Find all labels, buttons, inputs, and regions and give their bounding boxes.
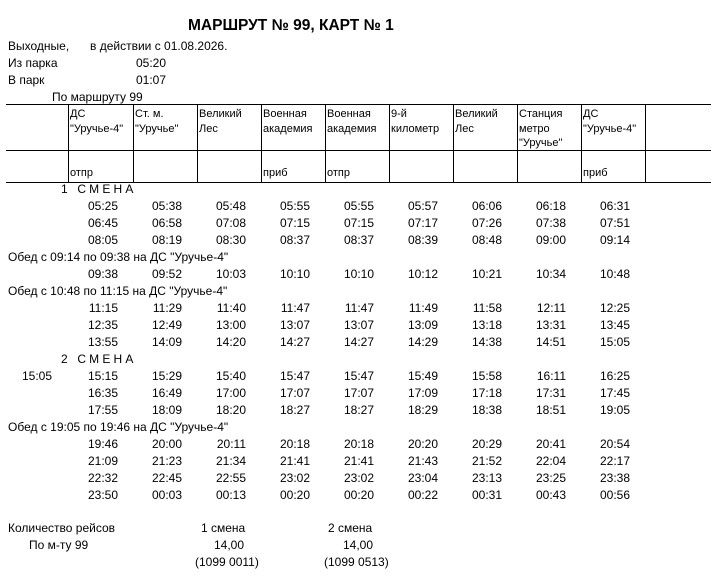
- time-cell: 15:29: [151, 369, 182, 383]
- summary-row-label: По м-ту 99: [29, 538, 89, 552]
- days-label: Выходные,: [8, 39, 70, 53]
- time-cell: 14:09: [151, 335, 182, 349]
- time-cell: 05:38: [151, 199, 182, 213]
- depart-park-label: Из парка: [8, 56, 58, 70]
- time-cell: 14:27: [279, 335, 310, 349]
- stop-name: Военная академия: [327, 108, 377, 135]
- time-cell: 14:20: [215, 335, 246, 349]
- time-cell: 17:55: [87, 403, 118, 417]
- time-cell: 07:17: [407, 216, 438, 230]
- time-cell: 11:29: [152, 301, 182, 315]
- time-cell: 17:07: [279, 386, 310, 400]
- time-cell: 20:18: [279, 437, 310, 451]
- stop-sub: приб: [583, 167, 608, 179]
- time-cell: 09:52: [151, 267, 182, 281]
- time-cell: 16:49: [151, 386, 182, 400]
- time-cell: 14:29: [407, 335, 438, 349]
- time-cell: 20:00: [151, 437, 182, 451]
- shift-2-start: 15:05: [22, 369, 53, 383]
- stop-name: Станция метро "Уручье": [519, 108, 563, 149]
- time-cell: 19:05: [599, 403, 630, 417]
- time-cell: 08:48: [471, 233, 502, 247]
- time-cell: 18:09: [151, 403, 182, 417]
- time-cell: 08:19: [151, 233, 182, 247]
- time-cell: 11:47: [280, 301, 310, 315]
- time-cell: 08:30: [215, 233, 246, 247]
- time-cell: 21:23: [151, 454, 182, 468]
- time-cell: 11:58: [472, 301, 502, 315]
- lunch-note: Обед с 19:05 по 19:46 на ДС "Уручье-4": [8, 420, 229, 434]
- stop-name: ДС "Уручье-4": [583, 108, 637, 135]
- col-divider: [453, 105, 454, 182]
- time-cell: 17:09: [407, 386, 438, 400]
- time-cell: 11:15: [88, 301, 118, 315]
- depart-park-time: 05:20: [136, 56, 167, 70]
- time-cell: 11:49: [408, 301, 438, 315]
- time-cell: 15:15: [87, 369, 118, 383]
- time-cell: 18:27: [279, 403, 310, 417]
- time-cell: 13:18: [471, 318, 502, 332]
- time-cell: 10:12: [407, 267, 438, 281]
- time-cell: 07:38: [535, 216, 566, 230]
- time-cell: 17:07: [343, 386, 374, 400]
- stops-header-table: [6, 104, 711, 183]
- time-cell: 22:04: [535, 454, 566, 468]
- col-divider: [261, 105, 262, 182]
- time-cell: 15:47: [343, 369, 374, 383]
- stop-name: Великий Лес: [199, 108, 242, 135]
- time-cell: 12:11: [536, 301, 566, 315]
- time-cell: 07:26: [471, 216, 502, 230]
- col-divider: [133, 105, 134, 182]
- stop-sub: отпр: [70, 167, 93, 179]
- time-cell: 15:40: [215, 369, 246, 383]
- time-cell: 21:09: [87, 454, 118, 468]
- time-cell: 00:31: [471, 488, 502, 502]
- time-cell: 13:07: [279, 318, 310, 332]
- time-cell: 18:27: [343, 403, 374, 417]
- time-cell: 18:51: [535, 403, 566, 417]
- time-cell: 00:20: [343, 488, 374, 502]
- time-cell: 09:14: [599, 233, 630, 247]
- time-cell: 15:47: [279, 369, 310, 383]
- time-cell: 21:34: [215, 454, 246, 468]
- time-cell: 10:48: [599, 267, 630, 281]
- time-cell: 11:40: [216, 301, 246, 315]
- time-cell: 07:15: [279, 216, 310, 230]
- time-cell: 10:34: [535, 267, 566, 281]
- time-cell: 05:55: [343, 199, 374, 213]
- time-cell: 11:47: [344, 301, 374, 315]
- time-cell: 05:48: [215, 199, 246, 213]
- time-cell: 20:20: [407, 437, 438, 451]
- time-cell: 06:06: [471, 199, 502, 213]
- time-cell: 17:31: [535, 386, 566, 400]
- time-cell: 00:20: [279, 488, 310, 502]
- col-divider: [581, 105, 582, 182]
- time-cell: 00:22: [407, 488, 438, 502]
- time-cell: 15:58: [471, 369, 502, 383]
- time-cell: 13:45: [599, 318, 630, 332]
- time-cell: 16:25: [599, 369, 630, 383]
- time-cell: 22:55: [215, 471, 246, 485]
- summary-label: Количество рейсов: [8, 521, 116, 535]
- time-cell: 10:21: [471, 267, 502, 281]
- col-divider: [197, 105, 198, 182]
- page-title: МАРШРУТ № 99, КАРТ № 1: [188, 17, 394, 34]
- time-cell: 21:41: [343, 454, 374, 468]
- stop-sub: приб: [263, 167, 288, 179]
- time-cell: 07:15: [343, 216, 374, 230]
- time-cell: 05:55: [279, 199, 310, 213]
- stop-sub: отпр: [327, 167, 350, 179]
- time-cell: 20:11: [216, 437, 246, 451]
- time-cell: 13:55: [87, 335, 118, 349]
- time-cell: 17:00: [215, 386, 246, 400]
- time-cell: 00:03: [151, 488, 182, 502]
- time-cell: 21:52: [471, 454, 502, 468]
- summary-shift2-code: (1099 0513): [324, 555, 389, 569]
- time-cell: 15:05: [599, 335, 630, 349]
- stop-name: ДС "Уручье-4": [70, 108, 124, 135]
- time-cell: 12:49: [151, 318, 182, 332]
- time-cell: 08:37: [343, 233, 374, 247]
- time-cell: 20:29: [471, 437, 502, 451]
- time-cell: 22:17: [599, 454, 630, 468]
- summary-shift1-count: 14,00: [214, 538, 245, 552]
- col-divider: [68, 105, 69, 182]
- time-cell: 10:10: [343, 267, 374, 281]
- time-cell: 18:29: [407, 403, 438, 417]
- time-cell: 20:18: [343, 437, 374, 451]
- time-cell: 06:18: [535, 199, 566, 213]
- time-cell: 14:38: [471, 335, 502, 349]
- shift-1-label: 1 СМЕНА: [61, 182, 137, 196]
- summary-shift1-header: 1 смена: [201, 521, 246, 535]
- col-divider: [645, 105, 646, 182]
- time-cell: 18:38: [471, 403, 502, 417]
- time-cell: 07:08: [215, 216, 246, 230]
- time-cell: 00:56: [599, 488, 630, 502]
- time-cell: 23:02: [343, 471, 374, 485]
- stop-name: 9-й километр: [391, 108, 440, 135]
- time-cell: 13:00: [215, 318, 246, 332]
- time-cell: 10:10: [279, 267, 310, 281]
- time-cell: 23:38: [599, 471, 630, 485]
- return-park-time: 01:07: [136, 73, 167, 87]
- lunch-note: Обед с 10:48 по 11:15 на ДС "Уручье-4": [8, 284, 228, 298]
- time-cell: 20:41: [535, 437, 566, 451]
- time-cell: 15:49: [407, 369, 438, 383]
- time-cell: 17:18: [471, 386, 502, 400]
- time-cell: 22:32: [87, 471, 118, 485]
- time-cell: 16:35: [87, 386, 118, 400]
- time-cell: 10:03: [215, 267, 246, 281]
- lunch-note: Обед с 09:14 по 09:38 на ДС "Уручье-4": [8, 250, 229, 264]
- time-cell: 06:31: [599, 199, 630, 213]
- summary-shift2-header: 2 смена: [328, 521, 373, 535]
- time-cell: 07:51: [599, 216, 630, 230]
- time-cell: 23:25: [535, 471, 566, 485]
- stop-name: Великий Лес: [455, 108, 498, 135]
- time-cell: 14:27: [343, 335, 374, 349]
- time-cell: 23:04: [407, 471, 438, 485]
- time-cell: 21:43: [407, 454, 438, 468]
- time-cell: 08:37: [279, 233, 310, 247]
- time-cell: 06:58: [151, 216, 182, 230]
- time-cell: 23:50: [87, 488, 118, 502]
- stop-name: Военная академия: [263, 108, 313, 135]
- col-divider: [517, 105, 518, 182]
- time-cell: 12:25: [599, 301, 630, 315]
- time-cell: 14:51: [535, 335, 566, 349]
- time-cell: 09:38: [87, 267, 118, 281]
- time-cell: 17:45: [599, 386, 630, 400]
- col-divider: [389, 105, 390, 182]
- time-cell: 05:57: [407, 199, 438, 213]
- time-cell: 23:13: [471, 471, 502, 485]
- time-cell: 00:43: [535, 488, 566, 502]
- time-cell: 13:31: [535, 318, 566, 332]
- time-cell: 08:05: [87, 233, 118, 247]
- time-cell: 13:09: [407, 318, 438, 332]
- header-divider: [6, 150, 711, 151]
- time-cell: 23:02: [279, 471, 310, 485]
- valid-from-label: в действии с 01.08.2026.: [90, 39, 228, 53]
- summary-shift1-code: (1099 0011): [195, 555, 259, 569]
- time-cell: 13:07: [343, 318, 374, 332]
- time-cell: 00:13: [215, 488, 246, 502]
- shift-2-label: 2 СМЕНА: [61, 352, 137, 366]
- time-cell: 08:39: [407, 233, 438, 247]
- time-cell: 09:00: [535, 233, 566, 247]
- time-cell: 19:46: [87, 437, 118, 451]
- stop-name: Ст. м. "Уручье": [135, 108, 179, 135]
- summary-shift2-count: 14,00: [343, 538, 374, 552]
- return-park-label: В парк: [8, 73, 45, 87]
- time-cell: 05:25: [87, 199, 118, 213]
- time-cell: 12:35: [87, 318, 118, 332]
- time-cell: 22:45: [151, 471, 182, 485]
- col-divider: [325, 105, 326, 182]
- time-cell: 18:20: [215, 403, 246, 417]
- time-cell: 20:54: [599, 437, 630, 451]
- time-cell: 16:11: [536, 369, 566, 383]
- time-cell: 21:41: [279, 454, 310, 468]
- time-cell: 06:45: [87, 216, 118, 230]
- route-caption: По маршруту 99: [52, 90, 143, 104]
